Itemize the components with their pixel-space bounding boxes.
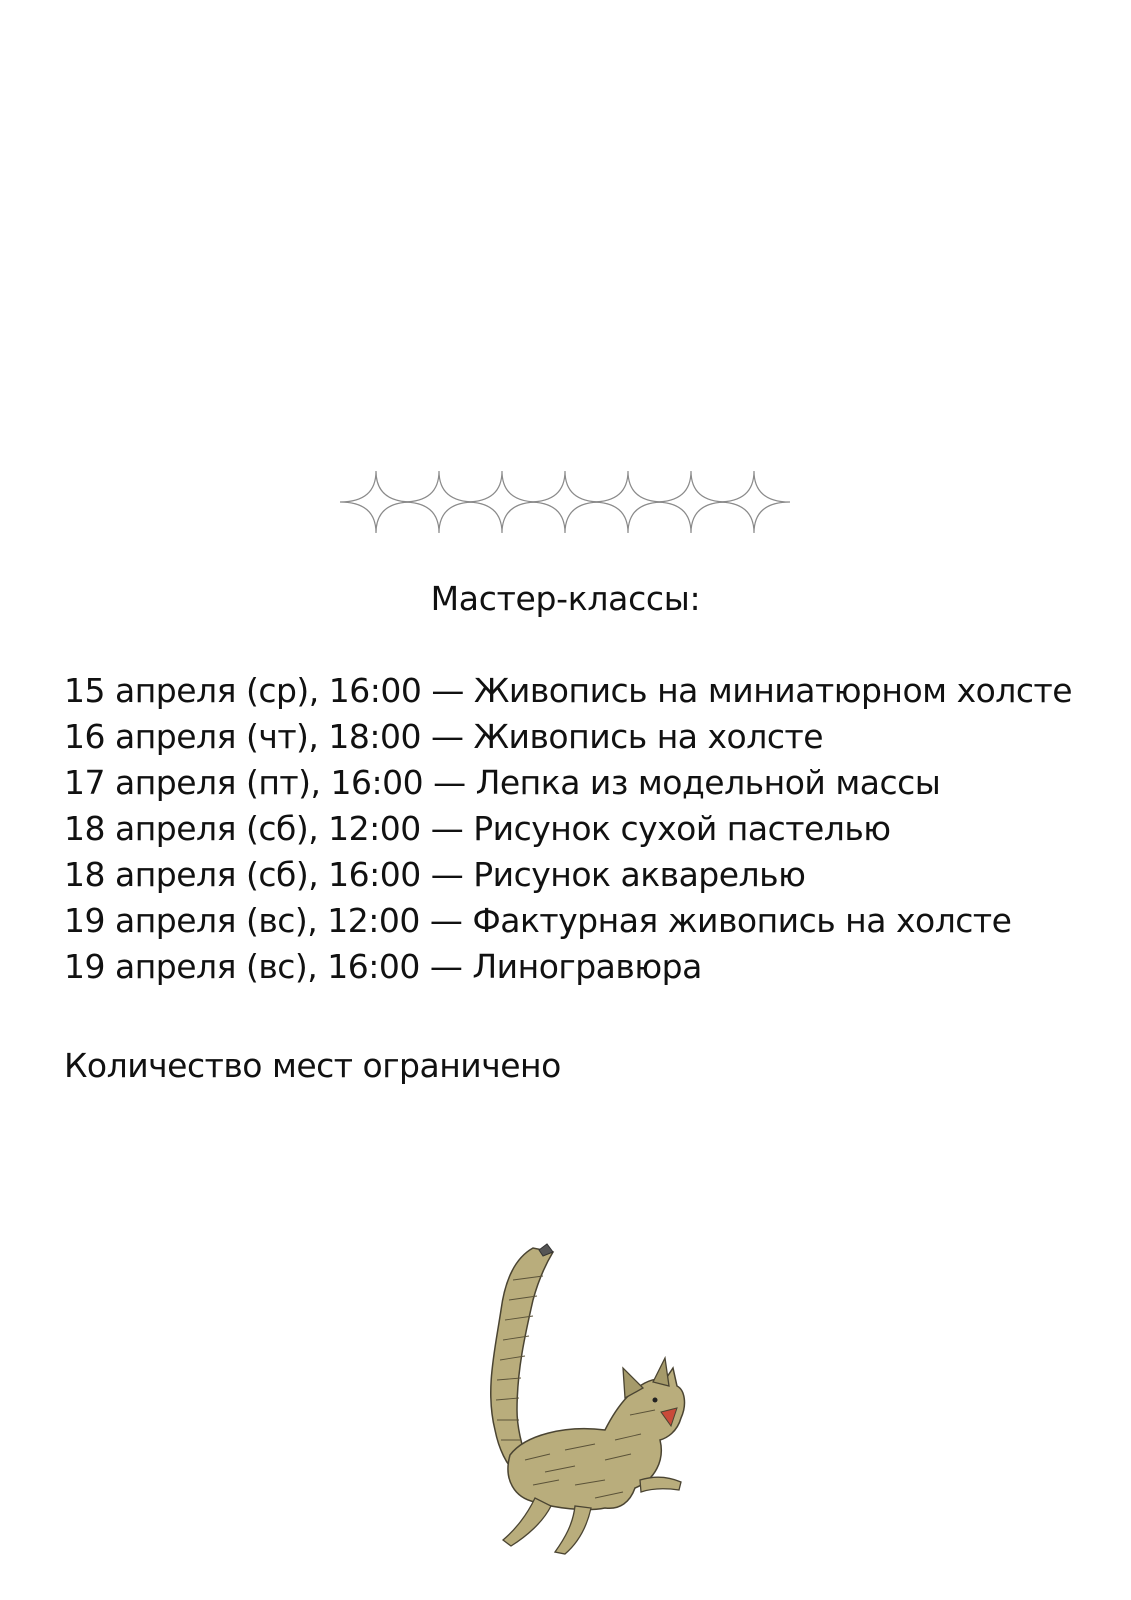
schedule-item: 17 апреля (пт), 16:00 — Лепка из модельной массы	[64, 763, 941, 802]
schedule-item: 18 апреля (сб), 12:00 — Рисунок сухой пастелью	[64, 809, 891, 848]
sparkle-star-icon	[529, 471, 601, 533]
schedule-item: 16 апреля (чт), 18:00 — Живопись на холсте	[64, 717, 823, 756]
sparkle-star-icon	[340, 471, 412, 533]
sparkle-star-icon	[655, 471, 727, 533]
workshop-schedule-list	[64, 668, 1072, 990]
limited-seats-note: Количество мест ограничено	[64, 1046, 561, 1085]
schedule-item: 19 апреля (вс), 12:00 — Фактурная живопись на холсте	[64, 901, 1012, 940]
sparkle-star-icon	[718, 471, 790, 533]
schedule-item: 19 апреля (вс), 16:00 — Линогравюра	[64, 947, 702, 986]
cat-illustration	[455, 1240, 715, 1560]
schedule-item: 18 апреля (сб), 16:00 — Рисунок акварелью	[64, 855, 806, 894]
schedule-item: 15 апреля (ср), 16:00 — Живопись на миниатюрном холсте	[64, 671, 1073, 710]
sparkle-star-row-icon	[340, 470, 790, 550]
sparkle-star-icon	[466, 471, 538, 533]
sparkle-star-icon	[592, 471, 664, 533]
page-title: Мастер-классы:	[430, 579, 701, 618]
sparkle-star-icon	[403, 471, 475, 533]
